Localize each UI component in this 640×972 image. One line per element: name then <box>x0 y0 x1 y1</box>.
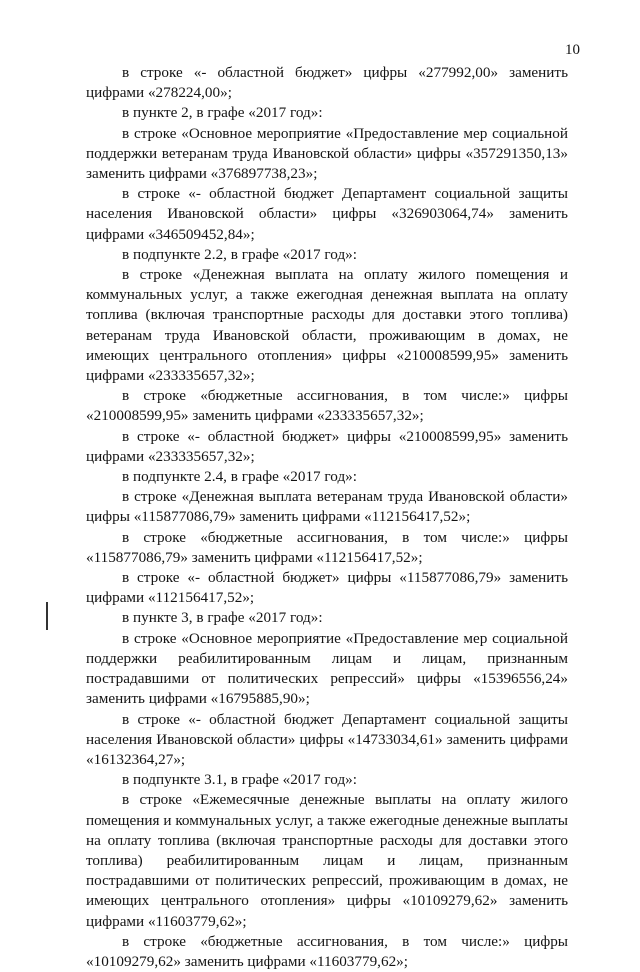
page-number: 10 <box>565 42 580 58</box>
paragraph: в строке «- областной бюджет» цифры «277992,00» заменить цифрами «278224,00»; <box>86 64 568 102</box>
paragraph: в подпункте 2.4, в графе «2017 год»: <box>122 468 357 486</box>
paragraph: в строке «бюджетные ассигнования, в том числе:» цифры «210008599,95» заменить цифрами «233335657,32»; <box>86 387 568 425</box>
paragraph: в строке «Ежемесячные денежные выплаты на оплату жилого помещения и коммунальных услуг, а также ежегодные денежные выплаты на оплату топлива (включая транспортные расходы для доставки этого топлива) реабилитированным лицам и лицам, признанным пострадавшими от политических репрессий, проживающим в домах, не имеющих центрального отопления» цифры «10109279,62» заменить цифрами «11603779,62»; <box>86 791 568 930</box>
paragraph: в строке «бюджетные ассигнования, в том числе:» цифры «115877086,79» заменить цифрами «112156417,52»; <box>86 528 568 566</box>
paragraph: в строке «- областной бюджет Департамент социальной защиты населения Ивановской области» цифры «326903064,74» заменить цифрами «346509452,84»; <box>86 185 568 243</box>
paragraph: в строке «Денежная выплата на оплату жилого помещения и коммунальных услуг, а также ежегодная денежная выплата на оплату топлива (включая транспортные расходы для доставки этого топлива) ветеранам труда Ивановской области, проживающим в домах, не имеющих центрального отопления» цифры «210008599,95» заменить цифрами «233335657,32»; <box>86 266 568 385</box>
paragraph: в строке «Основное мероприятие «Предоставление мер социальной поддержки ветеранам труда Ивановской области» цифры «357291350,13» заменить цифрами «376897738,23»; <box>86 124 568 183</box>
paragraph: в строке «Денежная выплата ветеранам труда Ивановской области» цифры «115877086,79» заменить цифрами «112156417,52»; <box>86 488 568 526</box>
paragraph: в строке «бюджетные ассигнования, в том числе:» цифры «10109279,62» заменить цифрами «11603779,62»; <box>86 932 568 970</box>
paragraph: в строке «Основное мероприятие «Предоставление мер социальной поддержки реабилитированным лицам и лицам, признанным пострадавшими от политических репрессий» цифры «15396556,24» заменить цифрами «16795885,90»; <box>86 629 568 708</box>
paragraph: в подпункте 2.2, в графе «2017 год»: <box>122 245 357 263</box>
paragraph: в строке «- областной бюджет Департамент социальной защиты населения Ивановской области» цифры «14733034,61» заменить цифрами «16132364,27»; <box>86 710 568 768</box>
paragraph: в строке «- областной бюджет» цифры «210008599,95» заменить цифрами «233335657,32»; <box>86 427 568 465</box>
document-body <box>86 63 568 972</box>
margin-mark <box>46 602 48 630</box>
paragraph: в пункте 2, в графе «2017 год»: <box>122 104 323 122</box>
paragraph: в строке «- областной бюджет» цифры «115877086,79» заменить цифрами «112156417,52»; <box>86 569 568 607</box>
paragraph: в пункте 3, в графе «2017 год»: <box>122 609 323 627</box>
paragraph: в подпункте 3.1, в графе «2017 год»: <box>122 771 357 789</box>
